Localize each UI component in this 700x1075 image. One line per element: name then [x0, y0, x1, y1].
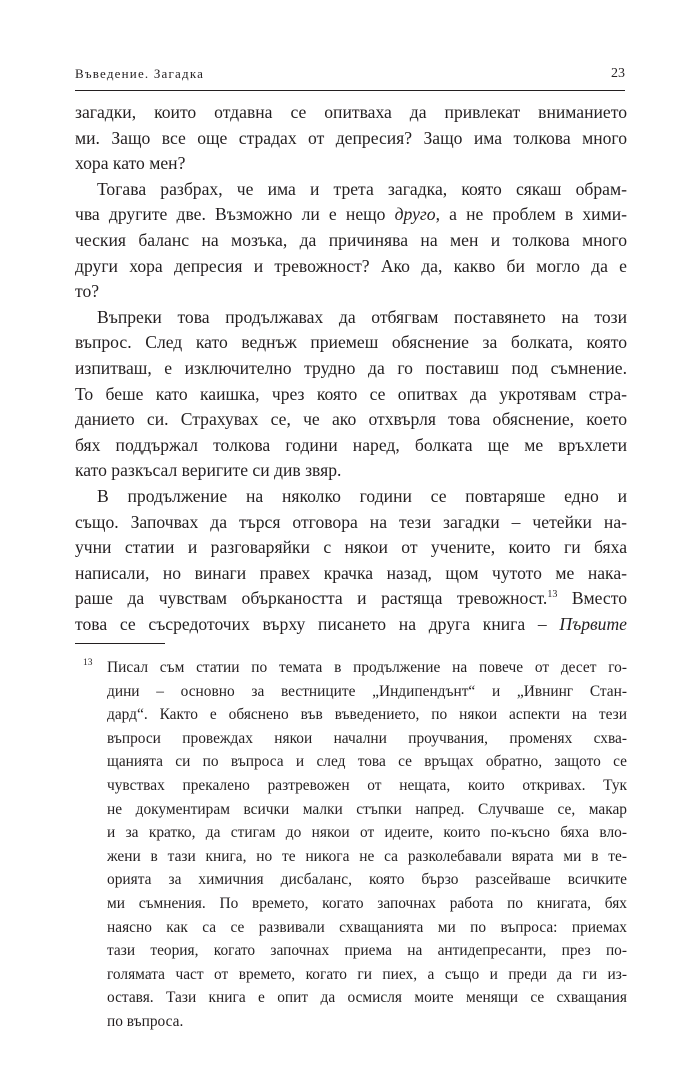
text-line: хора като мен?: [75, 153, 186, 174]
text-line: ческия баланс на мозъка, да причинява на мен и толкова много: [75, 229, 627, 250]
text-line: бях поддържал толкова години наред, болката ще ме връхлети: [75, 434, 627, 455]
header-rule: [75, 90, 625, 91]
page-number: 23: [611, 66, 625, 81]
main-text: [75, 100, 627, 637]
footnote-line: оставя. Тази книга е опит да осмисля моите менящи се схващания: [107, 989, 627, 1007]
text-line: това се съсредоточих върху писането на друга книга – Първите: [75, 613, 627, 634]
text-line: То беше като каишка, чрез която се опитвах да укротявам стра-: [75, 383, 627, 404]
paragraph-2: [75, 177, 627, 305]
text-line: учни статии и разговаряйки с някои от учените, които ги бяха: [75, 537, 627, 558]
paragraph-4: [75, 484, 627, 638]
footnote-line: дард“. Както е обяснено във въведението, по някои аспекти на тези: [107, 706, 627, 724]
text-line: раше да чувствам объркаността и растяща тревожност.$^{13}$ Вместо: [75, 588, 627, 609]
text-line: Тогава разбрах, че има и трета загадка, която сякаш обрам-: [97, 178, 627, 199]
paragraph-3: [75, 305, 627, 484]
text-line: въпрос. След като веднъж приемеш обяснение за болката, която: [75, 332, 627, 353]
footnote-text: [107, 656, 627, 1034]
text-line: изпитваш, е изключително трудно да го поставиш под съмнение.: [75, 357, 627, 378]
footnote-line: жени в тази книга, но те никога не са разколебавали вярата ми в те-: [107, 847, 627, 865]
footnote-line: дини – основно за вестниците „Индипендънт“ и „Ивнинг Стан-: [107, 682, 627, 700]
footnote-line: чувствах прекалено разтревожен от нещата, които откривах. Тук: [107, 776, 627, 794]
text-line: други хора депресия и тревожност? Ако да, какво би могло да е: [75, 255, 627, 276]
italic-word: друго: [394, 204, 436, 225]
text-line: чва другите две. Възможно ли е нещо друго, а не проблем в хими-: [75, 204, 627, 225]
footnote-line: ми съмнения. По времето, когато започнах работа по книгата, бях: [107, 894, 627, 912]
text-line: написали, но винаги правех крачка назад, щом чутото ме нака-: [75, 562, 627, 583]
footnote-number: 13: [83, 658, 93, 668]
footnote-line: и за кратко, да стигам до някои от идеите, които по-късно бяха вло-: [107, 824, 627, 842]
text-line: Въпреки това продължавах да отбягвам поставянето на този: [97, 306, 627, 327]
footnote: [75, 656, 627, 1034]
footnote-rule: [75, 643, 165, 644]
italic-word: Първите: [559, 613, 627, 634]
text-line: загадки, които отдавна се опитваха да привлекат вниманието: [75, 102, 627, 122]
footnote-reference: 13: [547, 589, 558, 601]
running-title: Въведение. Загадка: [75, 66, 205, 81]
footnote-line: тази теория, когато започнах приема на антидепресанти, през по-: [107, 942, 627, 960]
text-line: като разкъсал веригите си див звяр.: [75, 460, 342, 481]
footnote-line: голямата част от времето, когато ги пиех, а също и преди да ги из-: [107, 965, 627, 983]
footnote-line: не документирам всички малки стъпки напред. Случваше се, макар: [107, 800, 627, 818]
running-header: [75, 66, 625, 86]
text-line: ми. Защо все още страдах от депресия? Защо има толкова много: [75, 127, 627, 148]
footnote-line: въпроси провеждах някои начални проучвания, променях схва-: [107, 729, 627, 747]
footnote-line: наясно как са се развивали схващанията ми по въпроса: приемах: [107, 918, 627, 936]
footnote-line: Писал съм статии по темата в продължение на повече от десет го-: [107, 659, 627, 676]
footnote-line: по въпроса.: [107, 1012, 184, 1030]
text-line: то?: [75, 281, 100, 302]
text-line: също. Започвах да търся отговора на тези загадки – четейки на-: [75, 511, 627, 532]
footnote-line: орията за химичния дисбаланс, която бързо разсейваше всичките: [107, 871, 627, 889]
paragraph-1: [75, 100, 627, 177]
text-line: В продължение на няколко години се повтаряше едно и: [97, 485, 627, 506]
text-line: данието си. Страхувах се, че ако отхвърля това обяснение, което: [75, 409, 627, 430]
footnote-line: щанията си по въпроса и след това се връщах обратно, защото се: [107, 753, 627, 771]
